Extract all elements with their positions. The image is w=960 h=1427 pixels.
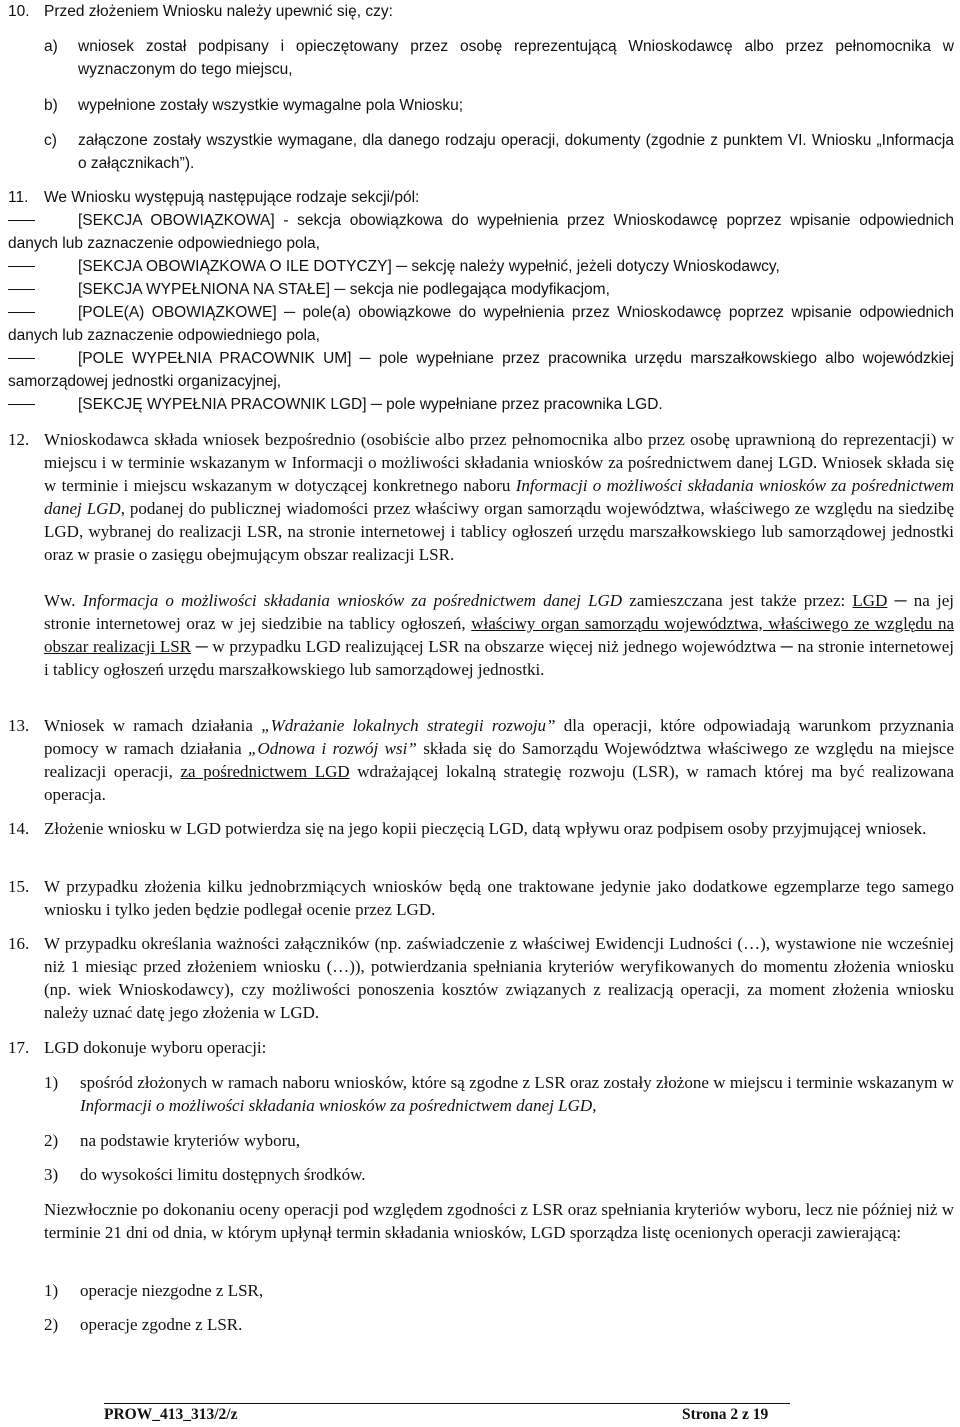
item-17-list-1-text: spośród złożonych w ramach naboru wniosków, które są zgodne z LSR oraz zostały złożone w miejscu i terminie wskazanym w Informacji o możliwości składania wniosków za pośrednictwem danej LGD,: [80, 1073, 954, 1115]
item-17-text: LGD dokonuje wyboru operacji:: [44, 1038, 267, 1057]
item-11-number: 11.: [8, 189, 29, 206]
footer-document-code: PROW_413_313/2/z: [104, 1406, 238, 1423]
item-11-def-3: [SEKCJA WYPEŁNIONA NA STAŁE] ─ sekcja nie podlegająca modyfikacjom,: [78, 281, 610, 298]
dash-bullet: [8, 266, 35, 267]
item-11-def-4: [POLE(A) OBOWIĄZKOWE] ─ pole(a) obowiązkowe do wypełnienia przez Wnioskodawcę poprzez wpisanie odpowiednich danych lub zaznaczenie odpowiedniego pola,: [8, 304, 954, 344]
item-17-list-2-label: 2): [44, 1131, 59, 1150]
item-17-result-2-label: 2): [44, 1315, 59, 1334]
item-17-list-2-text: na podstawie kryteriów wyboru,: [80, 1131, 301, 1150]
item-12-paragraph-1: Wnioskodawca składa wniosek bezpośrednio (osobiście albo przez pełnomocnika albo przez osobę uprawnioną do reprezentacji) w miejscu i w terminie wskazanym w Informacji o możliwości składania wniosków za pośrednictwem danej LGD. Wniosek składa się w terminie i miejscu wskazanym w dotyczącej konkretnego naboru Informacji o możliwości składania wniosków za pośrednictwem danej LGD, podanej do publicznej wiadomości przez właściwy organ samorządu województwa, właściwego ze względu na siedzibę LGD, wybranej do realizacji LSR, na stronie internetowej i tablicy ogłoszeń urzędu marszałkowskiego lub samorządowej jednostki oraz w prasie o zasięgu obejmującym obszar realizacji LSR.: [44, 430, 955, 564]
dash-bullet: [8, 404, 35, 405]
item-10-b-text: wypełnione zostały wszystkie wymagalne pola Wniosku;: [78, 97, 464, 114]
item-13-text: Wniosek w ramach działania „Wdrażanie lokalnych strategii rozwoju” dla operacji, które odpowiadają warunkom przyznania pomocy w ramach działania „Odnowa i rozwój wsi” składa się do Samorządu Województwa właściwego ze względu na miejsce realizacji operacji, za pośrednictwem LGD wdrażającej lokalną strategię rozwoju (LSR), w ramach której ma być realizowana operacja.: [44, 716, 955, 804]
item-14-text: Złożenie wniosku w LGD potwierdza się na jego kopii pieczęcią LGD, datą wpływu oraz podpisem osoby przyjmującej wniosek.: [44, 819, 927, 838]
item-15-text: W przypadku złożenia kilku jednobrzmiących wniosków będą one traktowane jedynie jako dodatkowe egzemplarze tego samego wniosku i tylko jeden będzie podlegał ocenie przez LGD.: [44, 877, 954, 919]
item-13-number: 13.: [8, 716, 30, 735]
item-11-def-6: [SEKCJĘ WYPEŁNIA PRACOWNIK LGD] ─ pole wypełniane przez pracownika LGD.: [78, 396, 663, 413]
item-11-text: We Wniosku występują następujące rodzaje sekcji/pól:: [44, 189, 420, 206]
item-11-def-1: [SEKCJA OBOWIĄZKOWA] - sekcja obowiązkowa do wypełnienia przez Wnioskodawcę poprzez wpisanie odpowiednich danych lub zaznaczenie odpowiedniego pola,: [8, 212, 954, 252]
footer-page-number: Strona 2 z 19: [682, 1406, 769, 1423]
item-17-after-text: Niezwłocznie po dokonaniu oceny operacji pod względem zgodności z LSR oraz spełniania kryteriów wyboru, lecz nie później niż w terminie 21 dni od dnia, w którym upłynął termin składania wniosków, LGD sporządza listę ocenionych operacji zawierającą:: [44, 1200, 954, 1242]
item-10-a-text: wniosek został podpisany i opieczętowany przez osobę reprezentującą Wnioskodawcę albo przez pełnomocnika w wyznaczonym do tego miejscu,: [78, 38, 954, 78]
item-15-number: 15.: [8, 877, 30, 896]
item-10-c-text: załączone zostały wszystkie wymagane, dla danego rodzaju operacji, dokumenty (zgodnie z punktem VI. Wniosku „Informacja o załącznikach”).: [78, 132, 954, 172]
item-10-b-label: b): [44, 97, 58, 114]
item-17-result-1-text: operacje niezgodne z LSR,: [80, 1281, 264, 1300]
item-17-list-3-label: 3): [44, 1165, 59, 1184]
item-16-text: W przypadku określania ważności załączników (np. zaświadczenie z właściwej Ewidencji Ludności (…), wystawione nie wcześniej niż 1 miesiąc przed złożeniem wniosku (…)), potwierdzania spełniania kryteriów weryfikowanych do momentu złożenia wniosku (np. wiek Wnioskodawcy), czy możliwości ponoszenia kosztów związanych z realizacją operacji, za moment złożenia wniosku należy uznać datę jego złożenia w LGD.: [44, 934, 954, 1022]
item-10-number: 10.: [8, 3, 30, 20]
dash-bullet: [8, 289, 35, 290]
item-17-list-1-label: 1): [44, 1073, 59, 1092]
item-11-def-5: [POLE WYPEŁNIA PRACOWNIK UM] ─ pole wypełniane przez pracownika urzędu marszałkowskiego albo wojewódzkiej samorządowej jednostki organizacyjnej,: [8, 350, 954, 390]
item-11-def-2: [SEKCJA OBOWIĄZKOWA O ILE DOTYCZY] ─ sekcję należy wypełnić, jeżeli dotyczy Wnioskodawcy,: [78, 258, 780, 275]
item-17-list-3-text: do wysokości limitu dostępnych środków.: [80, 1165, 366, 1184]
item-10-c-label: c): [44, 132, 57, 149]
item-12-number: 12.: [8, 430, 30, 449]
item-17-number: 17.: [8, 1038, 30, 1057]
item-17-result-1-label: 1): [44, 1281, 59, 1300]
item-10-text: Przed złożeniem Wniosku należy upewnić się, czy:: [44, 3, 393, 20]
item-12-paragraph-2: Ww. Informacja o możliwości składania wniosków za pośrednictwem danej LGD zamieszczana jest także przez: LGD ─ na jej stronie internetowej oraz w jej siedzibie na tablicy ogłoszeń, właściwy organ samorządu województwa, właściwego ze względu na obszar realizacji LSR ─ w przypadku LGD realizującej LSR na obszarze więcej niż jednego województwa ─ na stronie internetowej i tablicy ogłoszeń urzędu marszałkowskiego lub samorządowej jednostki.: [44, 591, 955, 679]
item-16-number: 16.: [8, 934, 30, 953]
item-10-a-label: a): [44, 38, 58, 55]
item-17-result-2-text: operacje zgodne z LSR.: [80, 1315, 243, 1334]
footer-rule: [104, 1403, 790, 1404]
item-14-number: 14.: [8, 819, 30, 838]
